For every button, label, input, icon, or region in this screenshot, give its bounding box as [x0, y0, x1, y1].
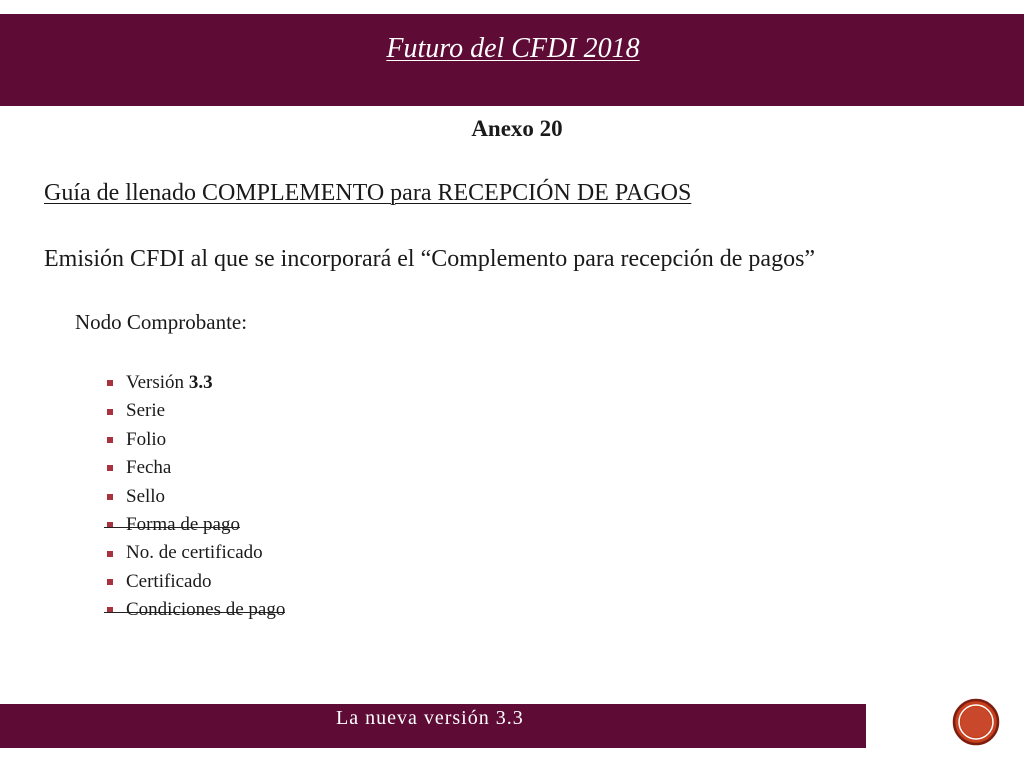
comprobante-field-list: [104, 369, 285, 625]
item-label: Serie: [126, 400, 166, 422]
footer-text: La nueva versión 3.3: [336, 707, 524, 729]
item-value: 3.3: [188, 372, 213, 393]
square-bullet-icon: [107, 551, 113, 557]
item-label: Folio: [126, 428, 167, 450]
square-bullet-icon: [107, 409, 113, 415]
item-label: Fecha: [126, 457, 172, 479]
square-bullet-icon: [107, 607, 113, 613]
list-item: [104, 369, 285, 397]
annex-title: Anexo 20: [471, 116, 563, 141]
item-label: Certificado: [126, 570, 212, 592]
item-label: No. de certificado: [126, 542, 263, 564]
square-bullet-icon: [107, 465, 113, 471]
emission-text: Emisión CFDI al que se incorporará el “Complemento para recepción de pagos”: [44, 246, 816, 272]
node-label: Nodo Comprobante:: [75, 310, 248, 334]
list-item: [104, 568, 285, 596]
list-item: [104, 511, 285, 539]
square-bullet-icon: [107, 494, 113, 500]
item-label: Forma de pago: [126, 513, 240, 535]
list-item: [104, 397, 285, 425]
square-bullet-icon: [107, 522, 113, 528]
circular-seal-icon: [952, 698, 1000, 746]
list-item: [104, 454, 285, 482]
square-bullet-icon: [107, 380, 113, 386]
list-item: [104, 539, 285, 567]
list-item: [104, 483, 285, 511]
list-item: [104, 426, 285, 454]
item-label: Versión: [126, 372, 185, 393]
guide-title: Guía de llenado COMPLEMENTO para RECEPCIÓN DE PAGOS: [44, 180, 692, 206]
list-item: [104, 596, 285, 624]
square-bullet-icon: [107, 437, 113, 443]
item-label: Sello: [126, 485, 166, 507]
slide-title: Futuro del CFDI 2018: [386, 33, 640, 64]
square-bullet-icon: [107, 579, 113, 585]
item-label: Condiciones de pago: [126, 599, 286, 621]
